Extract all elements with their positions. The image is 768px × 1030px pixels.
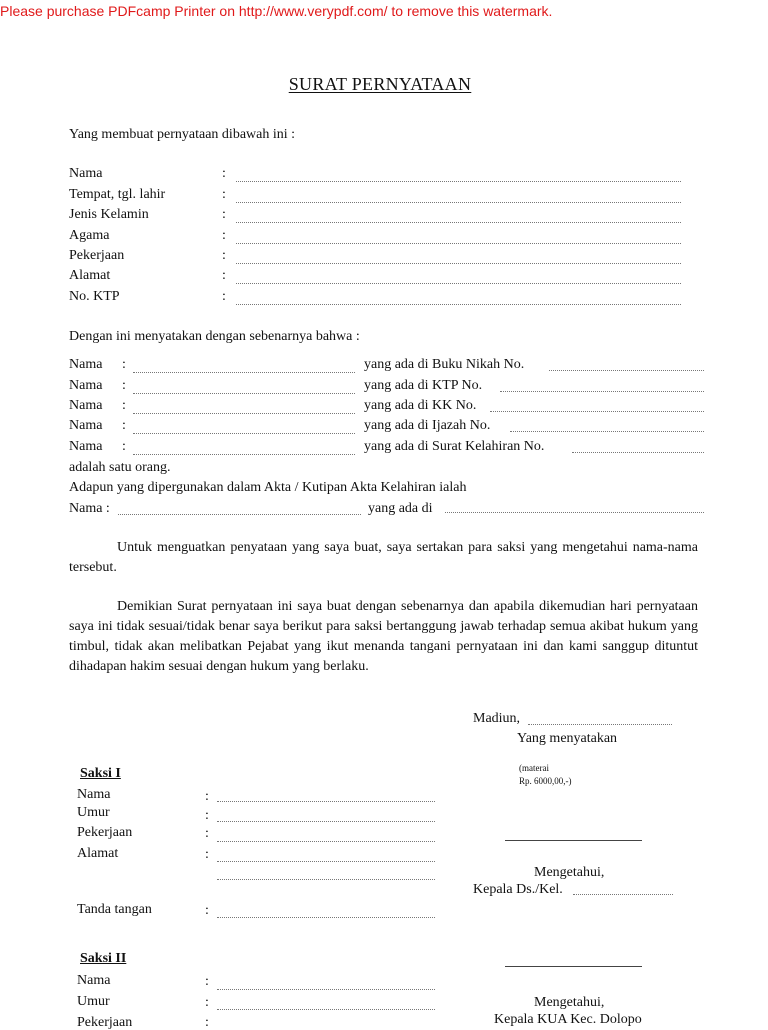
declarant-label: Yang menyatakan: [517, 731, 618, 746]
name-label: Nama: [69, 378, 103, 393]
akta-name-label: Nama :: [69, 501, 110, 516]
field-label-alamat: Alamat: [69, 268, 111, 283]
fill-line[interactable]: [217, 1009, 435, 1010]
fill-line[interactable]: [445, 512, 704, 513]
colon: :: [205, 974, 209, 989]
fill-line[interactable]: [133, 393, 355, 394]
kua-head-label: Kepala KUA Kec. Dolopo: [494, 1012, 642, 1027]
name-source-surat-kelahiran: yang ada di Surat Kelahiran No.: [364, 439, 545, 454]
colon: :: [122, 398, 126, 413]
fill-line[interactable]: [572, 452, 704, 453]
intro-text: Yang membuat pernyataan dibawah ini :: [69, 127, 296, 142]
fill-line[interactable]: [236, 222, 681, 223]
name-label: Nama: [69, 439, 103, 454]
date-line[interactable]: [528, 724, 672, 725]
paragraph-closing: Demikian Surat pernyataan ini saya buat dengan sebenarnya dan apabila dikemudian hari pernyataan saya ini tidak sesuai/tidak benar saya berikut para saksi bertanggung jawab terhadap semua akibat hukum yang timbul, tidak akan melibatkan Pejabat yang ikut menanda tangani pernyataan ini dan kami sanggup dituntut dihadapan hakim sesuai dengan hukum yang berlaku.: [69, 599, 698, 674]
same-person-text: adalah satu orang.: [69, 460, 171, 475]
fill-line[interactable]: [133, 413, 355, 414]
colon: :: [205, 826, 209, 841]
fill-line[interactable]: [549, 370, 704, 371]
fill-line[interactable]: [500, 391, 704, 392]
field-label-nama: Nama: [69, 166, 103, 181]
statement-intro: Dengan ini menyatakan dengan sebenarnya bahwa :: [69, 329, 360, 344]
fill-line[interactable]: [217, 879, 435, 880]
fill-line[interactable]: [236, 243, 681, 244]
name-source-ktp: yang ada di KTP No.: [364, 378, 483, 393]
fill-line[interactable]: [217, 917, 435, 918]
colon: :: [222, 207, 226, 222]
colon: :: [122, 378, 126, 393]
fill-line[interactable]: [217, 861, 435, 862]
fill-line[interactable]: [133, 433, 355, 434]
witness-1-umur: Umur: [77, 805, 110, 820]
name-source-kk: yang ada di KK No.: [364, 398, 477, 413]
witness-1-nama: Nama: [77, 787, 111, 802]
name-label: Nama: [69, 398, 103, 413]
fill-line[interactable]: [236, 283, 681, 284]
witness-2-umur: Umur: [77, 994, 110, 1009]
stamp-note: (materai: [519, 763, 549, 773]
fill-line[interactable]: [236, 181, 681, 182]
colon: :: [122, 439, 126, 454]
declarant-signature-line[interactable]: [505, 840, 642, 841]
fill-line[interactable]: [236, 202, 681, 203]
witness-1-pekerjaan: Pekerjaan: [77, 825, 133, 840]
name-label: Nama: [69, 418, 103, 433]
village-signature-line[interactable]: [505, 966, 642, 967]
field-label-jenis-kelamin: Jenis Kelamin: [69, 207, 149, 222]
stamp-amount: Rp. 6000,00,-): [519, 776, 572, 786]
watermark: Please purchase PDFcamp Printer on http://www.verypdf.com/ to remove this watermark.: [0, 3, 553, 19]
name-source-ijazah: yang ada di Ijazah No.: [364, 418, 491, 433]
field-label-agama: Agama: [69, 228, 110, 243]
colon: :: [122, 357, 126, 372]
colon: :: [205, 995, 209, 1010]
field-label-pekerjaan: Pekerjaan: [69, 248, 125, 263]
fill-line[interactable]: [133, 372, 355, 373]
acknowledge-label: Mengetahui,: [534, 865, 605, 880]
fill-line[interactable]: [217, 841, 435, 842]
field-label-ttl: Tempat, tgl. lahir: [69, 187, 166, 202]
witness-2-title: Saksi II: [80, 951, 127, 966]
colon: :: [122, 418, 126, 433]
colon: :: [222, 228, 226, 243]
village-head-label: Kepala Ds./Kel.: [473, 882, 563, 897]
fill-line[interactable]: [573, 894, 673, 895]
name-source-buku-nikah: yang ada di Buku Nikah No.: [364, 357, 525, 372]
colon: :: [205, 903, 209, 918]
fill-line[interactable]: [217, 821, 435, 822]
acknowledge-label-2: Mengetahui,: [534, 995, 605, 1010]
witness-2-pekerjaan: Pekerjaan: [77, 1015, 133, 1030]
document-title: SURAT PERNYATAAN: [288, 74, 472, 94]
colon: :: [205, 1015, 209, 1030]
witness-2-nama: Nama: [77, 973, 111, 988]
place-label: Madiun,: [473, 711, 521, 726]
field-label-ktp: No. KTP: [69, 289, 120, 304]
colon: :: [222, 166, 226, 181]
colon: :: [205, 789, 209, 804]
name-label: Nama: [69, 357, 103, 372]
colon: :: [222, 268, 226, 283]
fill-line[interactable]: [133, 454, 355, 455]
fill-line[interactable]: [217, 989, 435, 990]
akta-exists-text: yang ada di: [368, 501, 433, 516]
fill-line[interactable]: [490, 411, 704, 412]
fill-line[interactable]: [217, 801, 435, 802]
paragraph-witness: Untuk menguatkan penyataan yang saya buat, saya sertakan para saksi yang mengetahui nama-nama tersebut.: [69, 540, 698, 575]
fill-line[interactable]: [236, 304, 681, 305]
witness-1-signature-label: Tanda tangan: [77, 902, 152, 917]
fill-line[interactable]: [510, 431, 704, 432]
witness-1-title: Saksi I: [80, 766, 121, 781]
witness-1-alamat: Alamat: [77, 846, 119, 861]
colon: :: [222, 248, 226, 263]
fill-line[interactable]: [118, 514, 361, 515]
akta-used-text: Adapun yang dipergunakan dalam Akta / Kutipan Akta Kelahiran ialah: [69, 480, 467, 495]
colon: :: [222, 187, 226, 202]
colon: :: [205, 808, 209, 823]
colon: :: [222, 289, 226, 304]
colon: :: [205, 847, 209, 862]
fill-line[interactable]: [236, 263, 681, 264]
